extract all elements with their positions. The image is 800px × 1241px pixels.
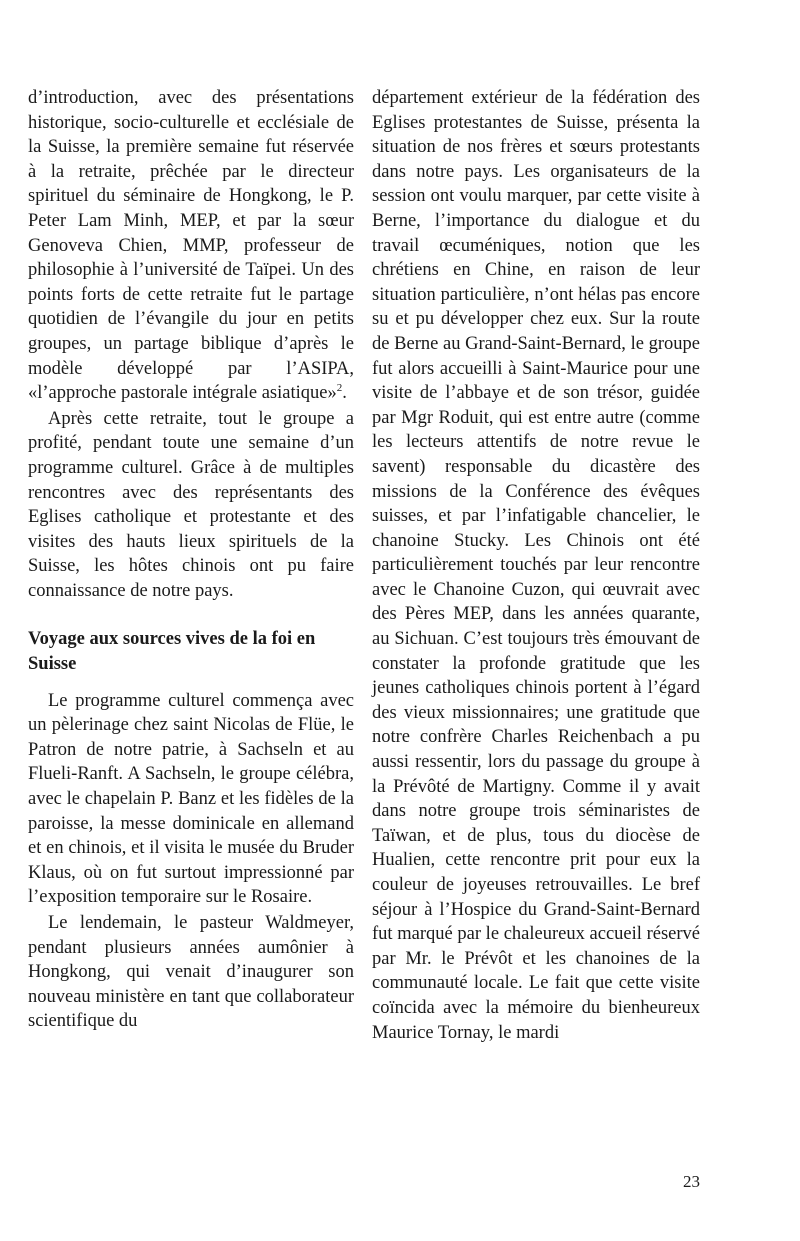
paragraph-text-end: . [342, 383, 347, 404]
section-heading: Voyage aux sources vives de la foi en Suisse [28, 629, 316, 675]
paragraph: Le programme culturel commença avec un pèlerinage chez saint Nicolas de Flüe, le Patron de notre patrie, à Sachseln et au Flueli-Ranft. A Sachseln, le groupe célébra, avec le chapelain P. Banz et les fidèles de la paroisse, la messe dominicale en allemand et en chinois, et il visita le musée du Bruder Klaus, où on fut surtout impressionné par l’exposition temporaire sur le Rosaire. [28, 690, 354, 908]
right-column [372, 86, 700, 1045]
left-column [28, 86, 354, 1034]
paragraph: Après cette retraite, tout le groupe a profité, pendant toute une semaine d’un programme culturel. Grâce à de multiples rencontres avec des représentants des Eglises catholique et protestante et des visites des hauts lieux spirituels de la Suisse, les hôtes chinois ont pu faire connaissance de notre pays. [28, 408, 354, 601]
page-number: 23 [683, 1172, 700, 1191]
paragraph: département extérieur de la fédération des Eglises protestantes de Suisse, présenta la situation de nos frères et sœurs protestants dans notre pays. Les organisateurs de la session ont voulu marquer, par cette visite à Berne, l’importance du dialogue et du travail œcuméniques, notion que les chrétiens en Chine, en raison de leur situation particulière, n’ont hélas pas encore su et pu développer chez eux. Sur la route de Berne au Grand-Saint-Bernard, le groupe fut alors accueilli à Saint-Maurice pour une visite de l’abbaye et de son trésor, guidée par Mgr Roduit, qui est entre autre (comme les lecteurs attentifs de notre revue le savent) responsable du dicastère des missions de la Conférence des évêques suisses, et par l’infatigable chancelier, le chanoine Stucky. Les Chinois ont été particulièrement touchés par leur rencontre avec le Chanoine Cuzon, qui œuvrait avec des Pères MEP, dans les années quarante, au Sichuan. C’est toujours très émouvant de constater la profonde gratitude que les jeunes catholiques chinois portent à l’égard des vieux missionnaires; une gratitude que notre confrère Charles Reichenbach a pu aussi ressentir, lors du passage du groupe à la Prévôté de Martigny. Comme il y avait dans notre groupe trois séminaristes de Taïwan, et de plus, tous du diocèse de Hualien, cette rencontre prit pour eux la couleur de joyeuses retrouvailles. Le bref séjour à l’Hospice du Grand-Saint-Bernard fut marqué par le chaleureux accueil réservé par Mr. le Prévôt et les chanoines de la communauté locale. Le fait que cette visite coïncida avec la mémoire du bienheureux Maurice Tornay, le mardi [372, 88, 700, 1043]
paragraph [28, 86, 354, 406]
footnote-reference: 2 [336, 381, 343, 394]
paragraph-text: d’introduction, avec des présentations historique, socio-culturelle et ecclésiale de la Suisse, la première semaine fut réservée à la retraite, prêchée par le directeur spirituel du séminaire de Hongkong, le P. Peter Lam Minh, MEP, et par la sœur Genoveva Chien, MMP, professeur de philosophie à l’université de Taïpei. Un des points forts de cette retraite fut le partage quotidien de l’évangile du jour en petits groupes, un partage biblique d’après le modèle développé par l’ASIPA, «l’approche pastorale intégrale asiatique» [28, 88, 354, 404]
paragraph: Le lendemain, le pasteur Waldmeyer, pendant plusieurs années aumônier à Hongkong, qui venait d’inaugurer son nouveau ministère en tant que collaborateur scientifique du [28, 913, 354, 1032]
